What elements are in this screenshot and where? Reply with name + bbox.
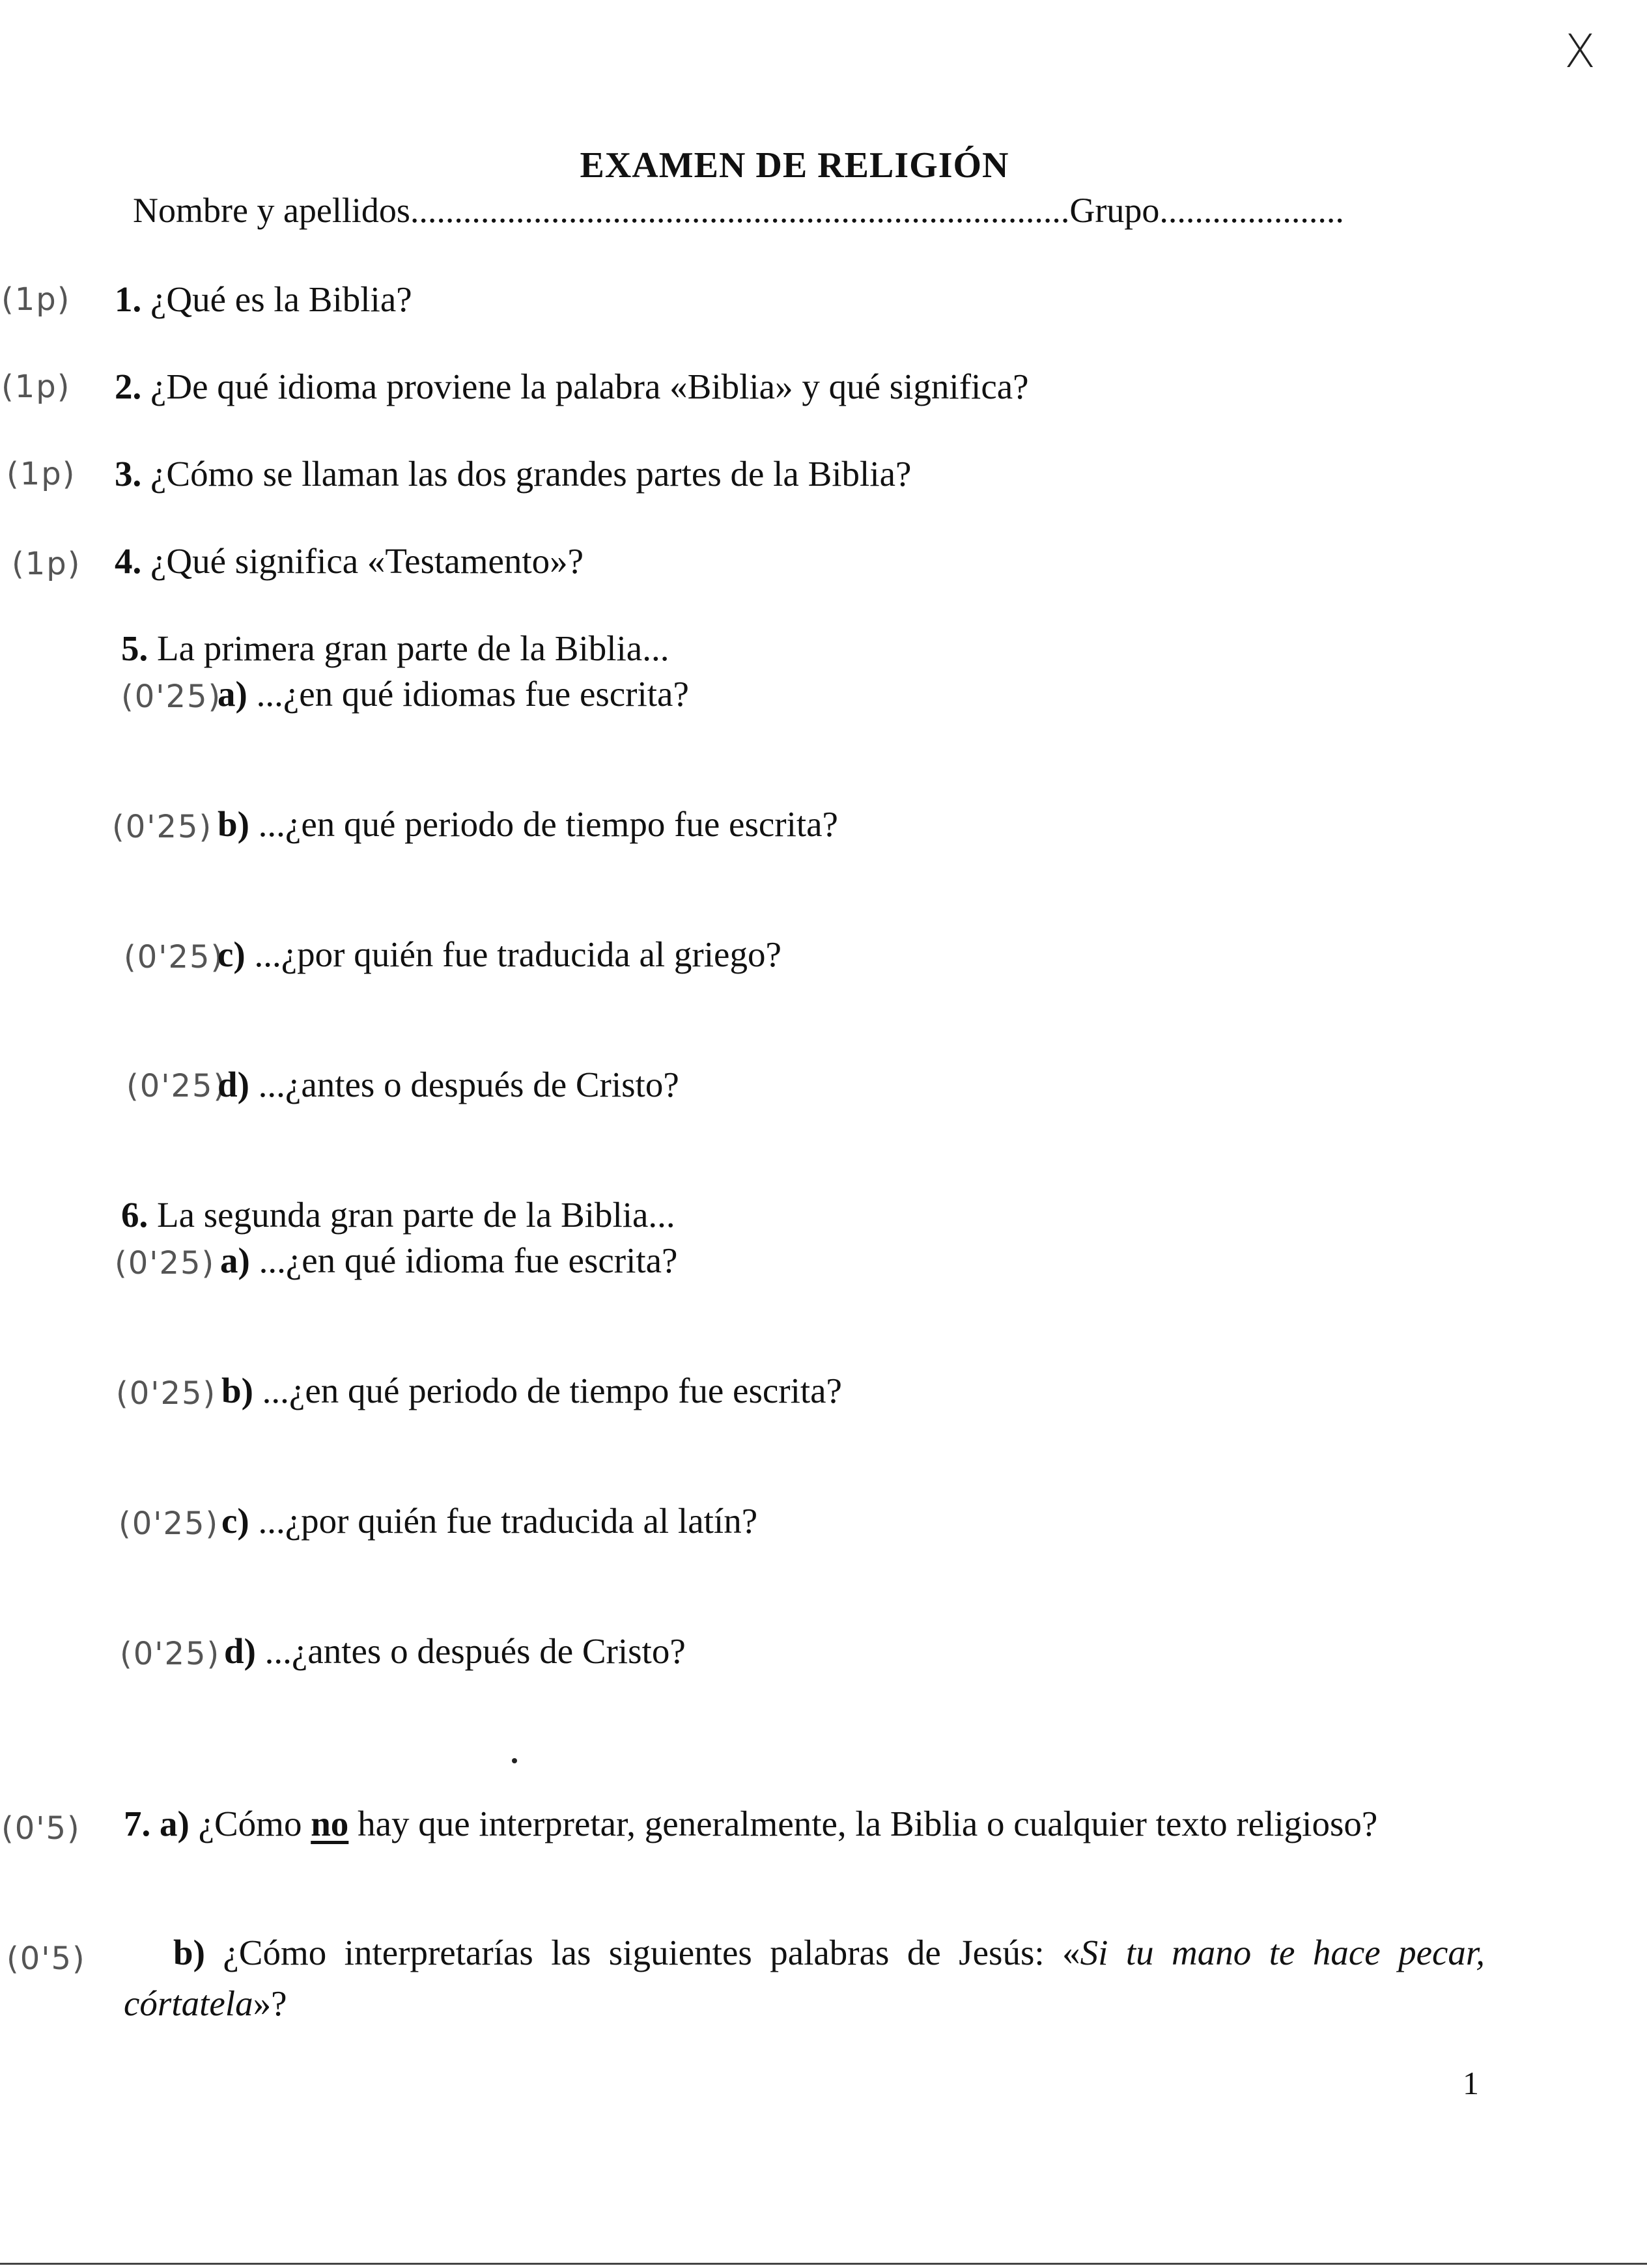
item-letter: c) xyxy=(221,1501,249,1541)
score-mark: (1p) xyxy=(7,456,76,492)
question-4 xyxy=(115,540,584,581)
score-mark: (0'25) xyxy=(121,679,222,715)
question-7a xyxy=(124,1799,1485,1849)
question-5b xyxy=(218,804,838,845)
item-letter: b) xyxy=(221,1371,253,1410)
emphasis-no: no xyxy=(311,1804,349,1843)
item-text: ...¿en qué periodo de tiempo fue escrita? xyxy=(262,1371,842,1410)
item-letter: a) xyxy=(220,1240,250,1280)
question-text: ¿De qué idioma proviene la palabra «Biblia» y qué significa? xyxy=(150,367,1029,406)
question-7b xyxy=(124,1927,1485,2029)
question-6c xyxy=(221,1500,757,1541)
question-number: 2. xyxy=(115,367,142,406)
question-number: 5. xyxy=(121,628,148,668)
score-mark: (0'25) xyxy=(112,809,213,845)
question-6b xyxy=(221,1370,842,1411)
question-number: 1. xyxy=(115,279,142,319)
question-5d xyxy=(218,1064,679,1105)
question-number: 3. xyxy=(115,454,142,494)
score-mark: (0'25) xyxy=(124,939,225,975)
question-1 xyxy=(115,279,412,320)
question-2 xyxy=(115,366,1029,407)
item-letter: b) xyxy=(218,804,249,844)
name-blank: ........................................................................... xyxy=(410,191,1070,230)
score-mark: (0'25) xyxy=(126,1068,227,1104)
item-letter: a) xyxy=(218,674,247,714)
item-text-after: hay que interpretar, generalmente, la Biblia o cualquier texto religioso? xyxy=(358,1804,1378,1843)
item-text-before: ¿Cómo interpretarías las siguientes palabras de Jesús: « xyxy=(223,1933,1080,1972)
question-number: 6. xyxy=(121,1195,148,1235)
item-text: ...¿por quién fue traducida al latín? xyxy=(258,1501,758,1541)
scan-edge-line xyxy=(0,2263,1647,2265)
item-letter: b) xyxy=(173,1933,205,1972)
group-label: Grupo xyxy=(1069,191,1160,230)
question-number: 7. xyxy=(124,1804,151,1843)
item-letter: d) xyxy=(224,1631,256,1671)
name-label: Nombre y apellidos xyxy=(133,191,410,230)
question-text: La primera gran parte de la Biblia... xyxy=(157,628,669,668)
item-letter: c) xyxy=(218,934,246,974)
group-blank: ..................... xyxy=(1159,191,1344,230)
item-text-after: »? xyxy=(253,1983,287,2023)
item-text: ...¿en qué idiomas fue escrita? xyxy=(256,674,689,714)
question-5c xyxy=(218,934,781,975)
item-text: ...¿en qué idioma fue escrita? xyxy=(259,1240,678,1280)
question-text: La segunda gran parte de la Biblia... xyxy=(157,1195,675,1235)
score-mark: (0'25) xyxy=(119,1505,219,1542)
question-number: 4. xyxy=(115,541,142,581)
page-title: EXAMEN DE RELIGIÓN xyxy=(580,145,1009,186)
score-mark: (1p) xyxy=(12,546,81,582)
item-text-before: ¿Cómo xyxy=(198,1804,302,1843)
score-mark: (0'25) xyxy=(120,1636,221,1672)
print-speck xyxy=(512,1758,517,1763)
item-text: ...¿en qué periodo de tiempo fue escrita? xyxy=(258,804,838,844)
question-text: ¿Qué es la Biblia? xyxy=(150,279,412,319)
score-mark: (0'25) xyxy=(116,1375,217,1412)
question-6a xyxy=(220,1240,677,1281)
page-number: 1 xyxy=(1463,2065,1479,2101)
question-6d xyxy=(224,1631,686,1672)
score-mark: (0'5) xyxy=(7,1940,86,1977)
question-text: ¿Cómo se llaman las dos grandes partes de la Biblia? xyxy=(150,454,912,494)
question-5 xyxy=(121,628,669,669)
score-mark: (0'25) xyxy=(115,1245,216,1281)
item-letter: a) xyxy=(160,1804,190,1843)
question-6 xyxy=(121,1194,675,1235)
item-text: ...¿antes o después de Cristo? xyxy=(258,1065,679,1104)
score-mark: (1p) xyxy=(1,281,71,318)
question-text: ¿Qué significa «Testamento»? xyxy=(150,541,584,581)
name-group-line xyxy=(133,190,1344,231)
score-mark: (0'5) xyxy=(1,1810,81,1847)
question-5a xyxy=(218,673,689,714)
item-text: ...¿por quién fue traducida al griego? xyxy=(254,934,781,974)
jesus-quote: Si tu mano te hace pecar, córtatela xyxy=(124,1933,1485,2023)
corner-mark: X xyxy=(1564,25,1596,78)
item-text: ...¿antes o después de Cristo? xyxy=(264,1631,686,1671)
score-mark: (1p) xyxy=(1,369,71,405)
question-3 xyxy=(115,453,911,494)
item-letter: d) xyxy=(218,1065,249,1104)
